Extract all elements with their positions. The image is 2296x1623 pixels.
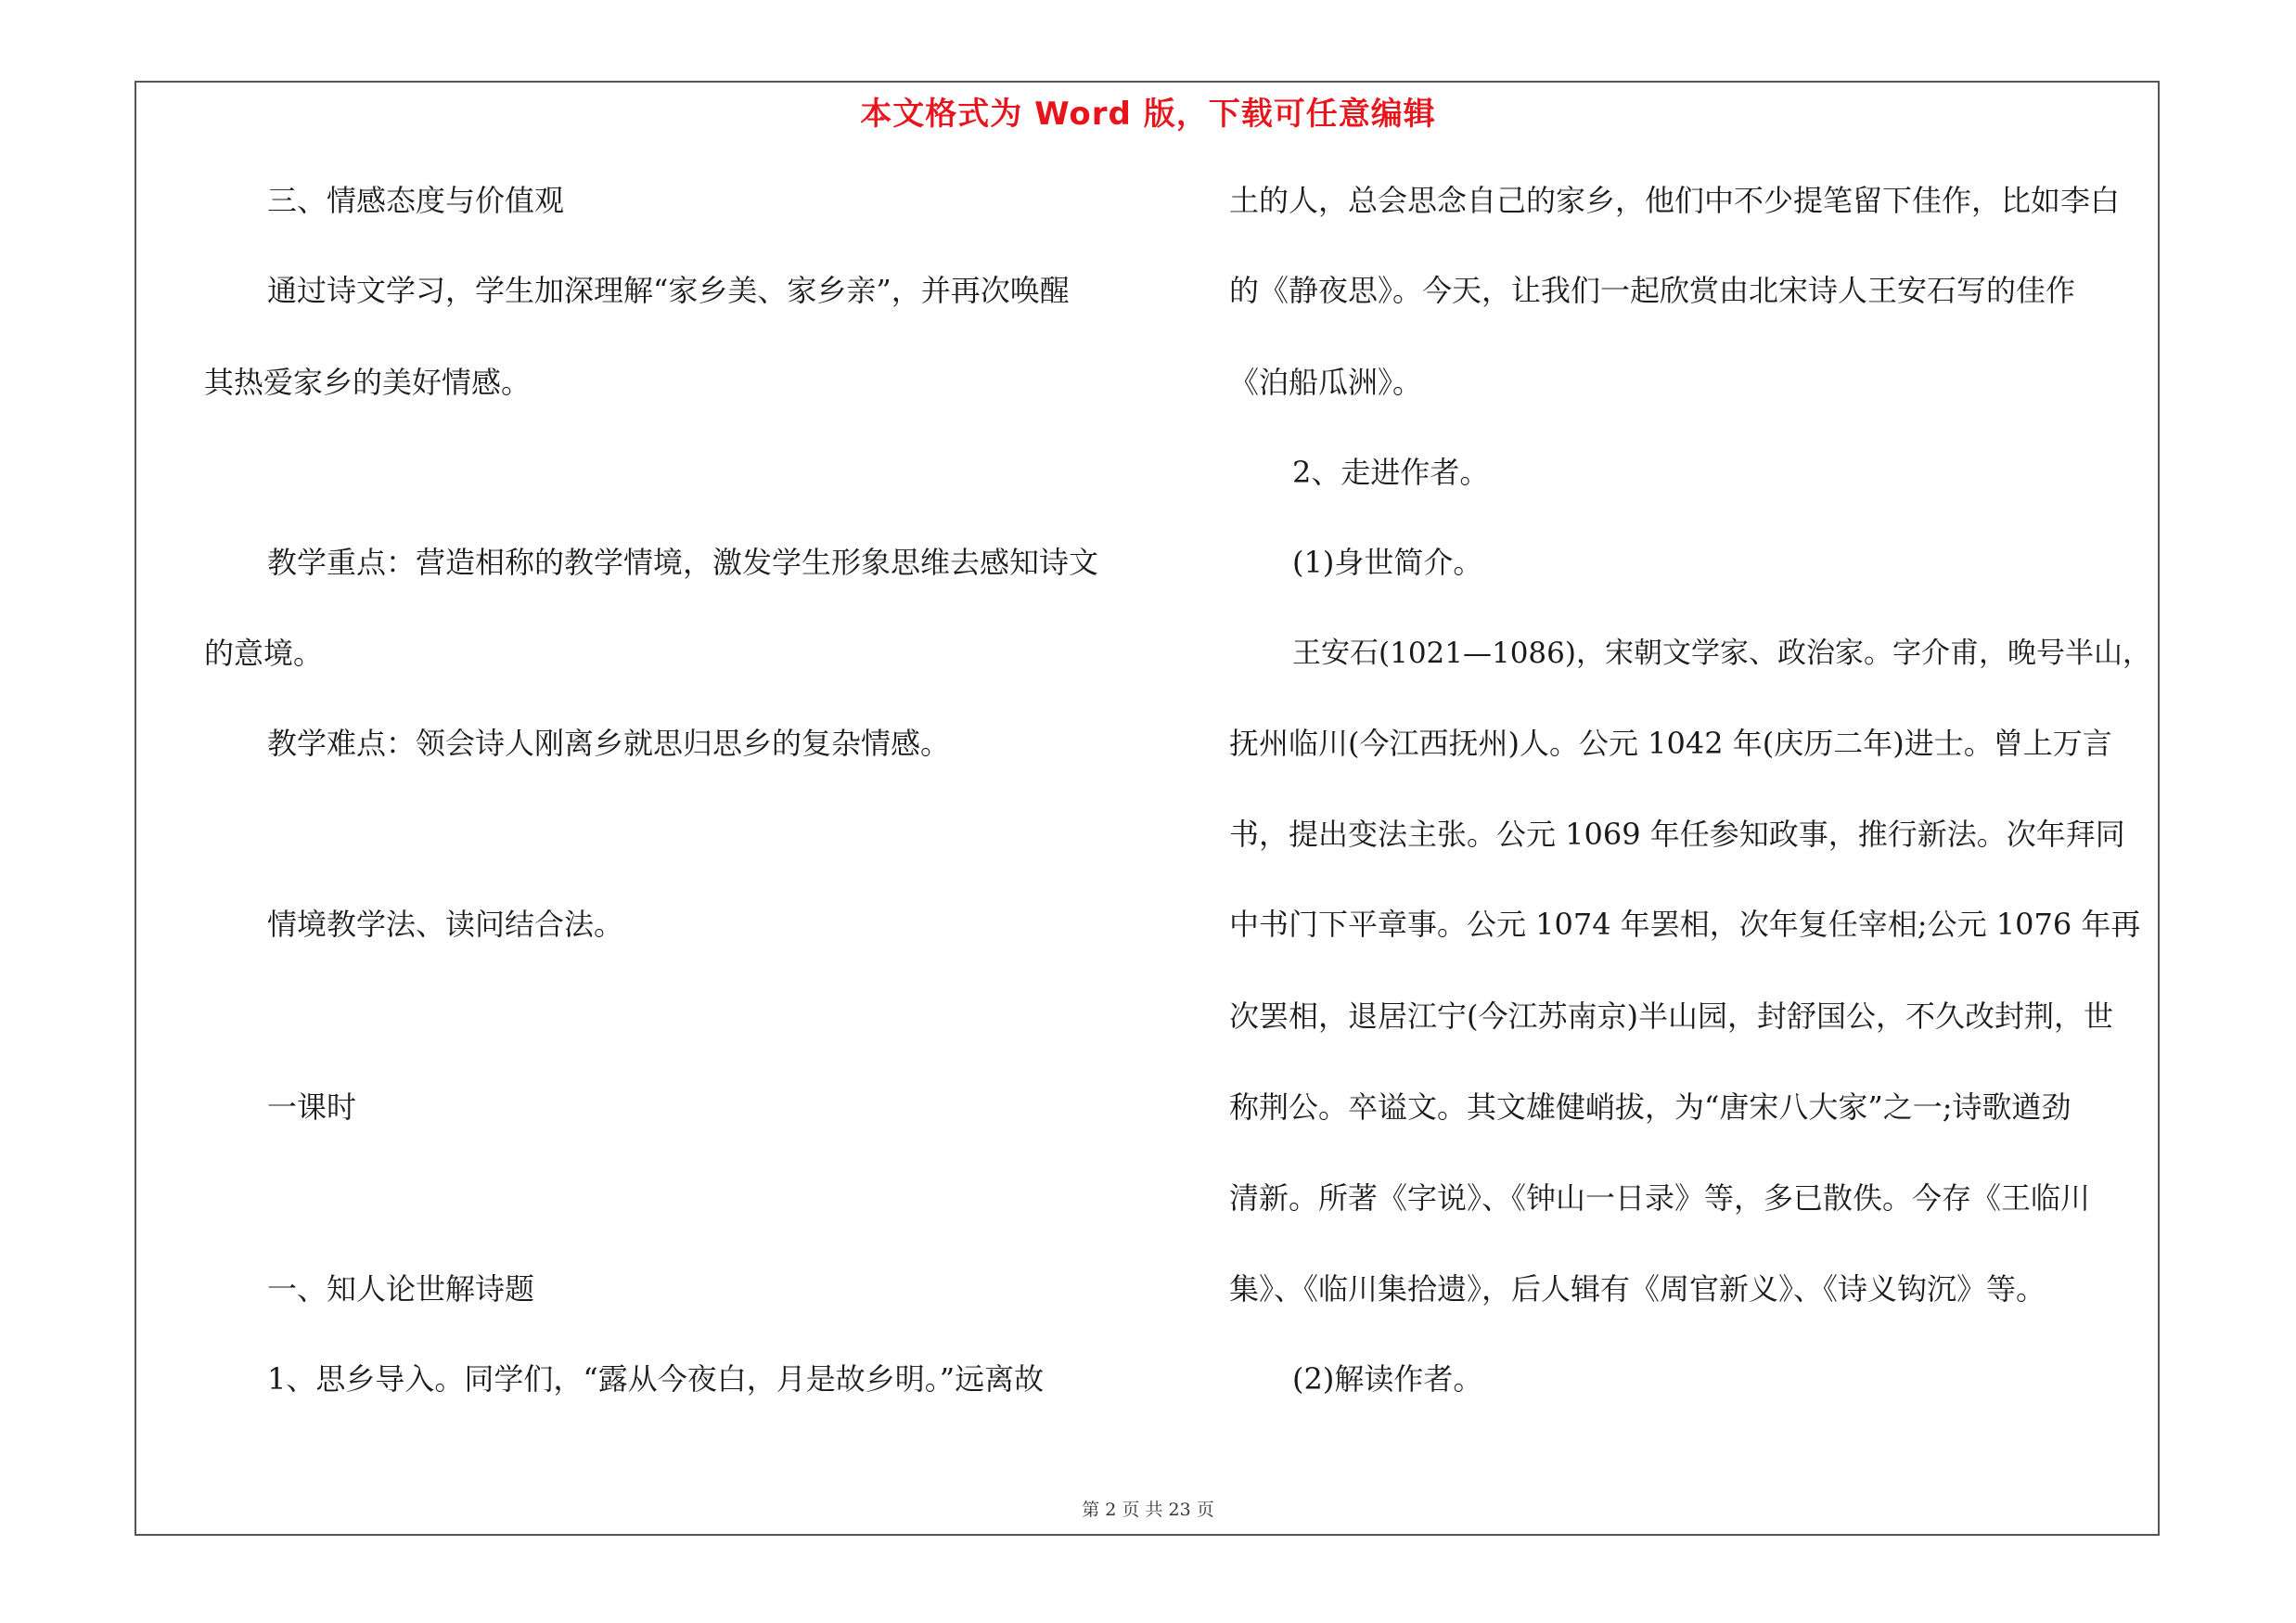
paragraph-line: 三、情感态度与价值观 xyxy=(267,183,565,218)
paragraph-line: 2、走进作者。 xyxy=(1292,455,1490,490)
page-number: 第 2 页 共 23 页 xyxy=(1082,1500,1214,1520)
paragraph-line: 称荆公。卒谥文。其文雄健峭拔，为“唐宋八大家”之一;诗歌遒劲 xyxy=(1229,1089,2072,1125)
paragraph-line: (1)身世简介。 xyxy=(1292,545,1483,580)
paragraph-line: 土的人，总会思念自己的家乡，他们中不少提笔留下佳作，比如李白 xyxy=(1229,183,2121,218)
paragraph-line: 的意境。 xyxy=(204,636,324,671)
paragraph-line: 书，提出变法主张。公元 1069 年任参知政事，推行新法。次年拜同 xyxy=(1229,817,2125,852)
paragraph-line: 清新。所著《字说》、《钟山一日录》等，多已散佚。今存《王临川 xyxy=(1229,1180,2091,1216)
paragraph-line: 教学重点：营造相称的教学情境，激发学生形象思维去感知诗文 xyxy=(267,545,1099,580)
paragraph-line: (2)解读作者。 xyxy=(1292,1361,1483,1397)
paragraph-line: 一、知人论世解诗题 xyxy=(267,1271,535,1307)
paragraph-line: 中书门下平章事。公元 1074 年罢相，次年复任宰相;公元 1076 年再 xyxy=(1229,907,2141,942)
paragraph-line: 次罢相，退居江宁(今江苏南京)半山园，封舒国公，不久改封荆，世 xyxy=(1229,998,2113,1034)
paragraph-line: 通过诗文学习，学生加深理解“家乡美、家乡亲”，并再次唤醒 xyxy=(267,273,1070,308)
format-banner: 本文格式为 Word 版，下载可任意编辑 xyxy=(860,96,1436,133)
paragraph-line: 王安石(1021—1086)，宋朝文学家、政治家。字介甫，晚号半山， xyxy=(1292,637,2151,670)
paragraph-line: 1、思乡导入。同学们，“露从今夜白，月是故乡明。”远离故 xyxy=(267,1361,1045,1397)
paragraph-line: 其热爱家乡的美好情感。 xyxy=(204,365,532,400)
paragraph-line: 抚州临川(今江西抚州)人。公元 1042 年(庆历二年)进士。曾上万言 xyxy=(1229,726,2112,761)
paragraph-line: 《泊船瓜洲》。 xyxy=(1229,365,1423,400)
paragraph-line: 的《静夜思》。今天，让我们一起欣赏由北宋诗人王安石写的佳作 xyxy=(1229,273,2076,308)
paragraph-line: 教学难点：领会诗人刚离乡就思归思乡的复杂情感。 xyxy=(267,726,951,761)
paragraph-line: 情境教学法、读问结合法。 xyxy=(267,907,624,942)
paragraph-line: 一课时 xyxy=(267,1089,357,1125)
paragraph-line: 集》、《临川集拾遗》，后人辑有《周官新义》、《诗义钩沉》等。 xyxy=(1229,1271,2046,1307)
